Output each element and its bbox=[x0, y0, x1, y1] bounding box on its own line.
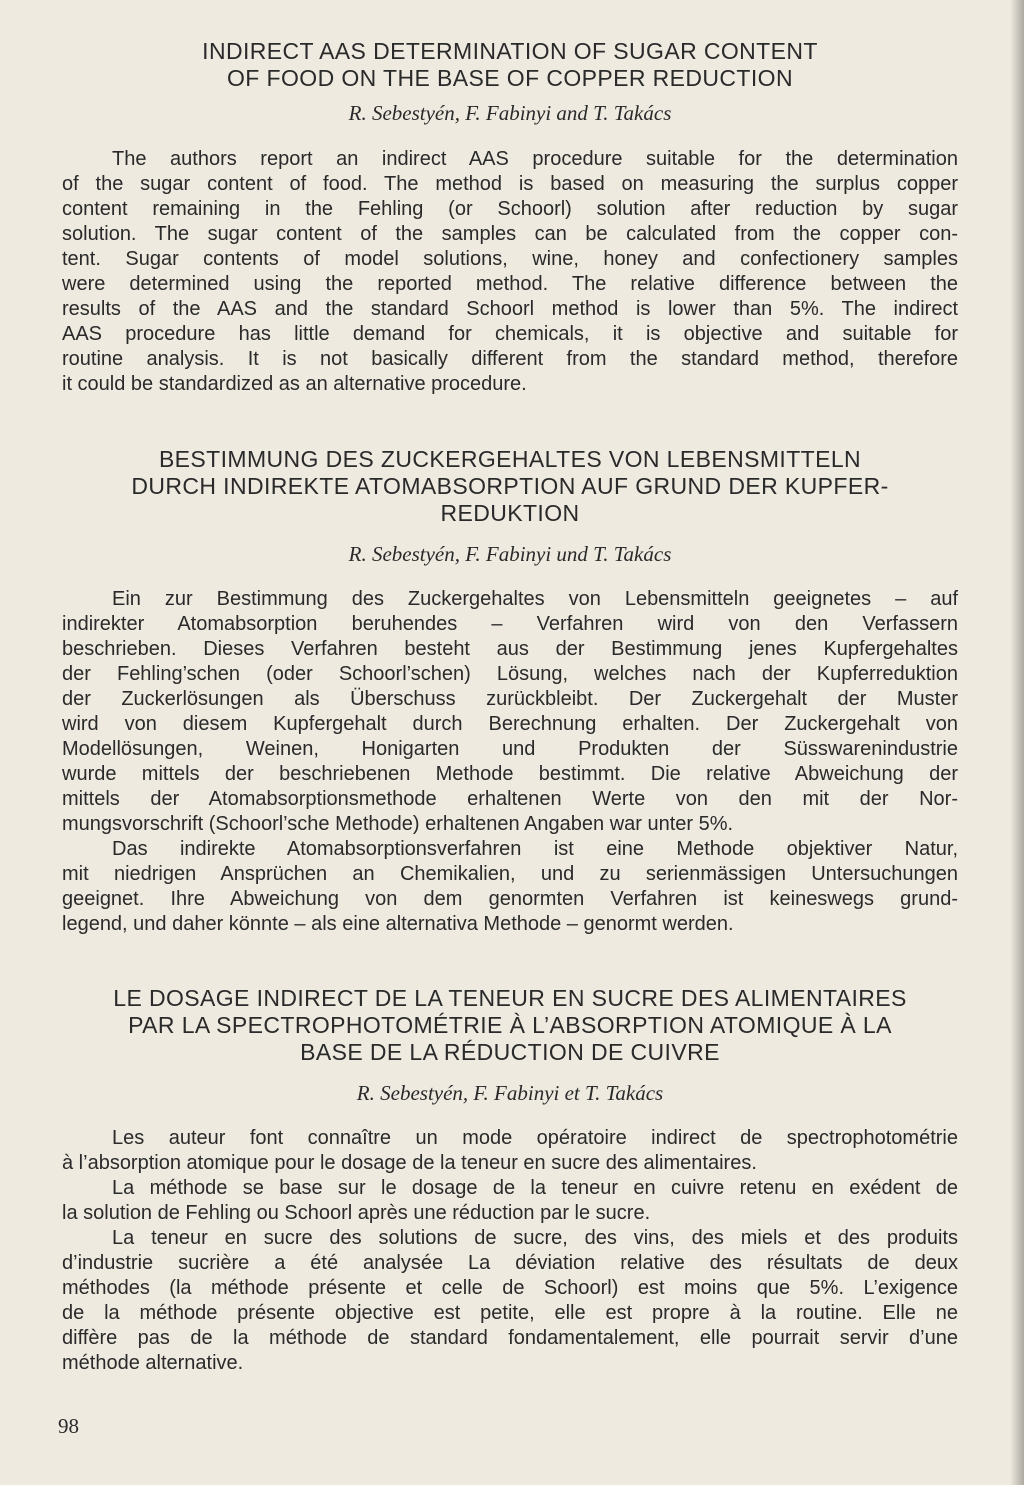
text-line: de la méthode présente objective est petite, elle est propre à la routine. Elle ne bbox=[62, 1302, 958, 1324]
text-line: d’industrie sucrière a été analysée La déviation relative des résultats de deux bbox=[62, 1252, 958, 1274]
text-line: La teneur en sucre des solutions de sucre, des vins, des miels et des produits bbox=[112, 1227, 958, 1249]
text-line: der Fehling’schen (oder Schoorl’schen) Lösung, welches nach der Kupferreduktion bbox=[62, 663, 958, 685]
authors: R. Sebestyén, F. Fabinyi et T. Takács bbox=[356, 1081, 664, 1105]
text-line: Modellösungen, Weinen, Honigarten und Produkten der Süsswarenindustrie bbox=[62, 738, 958, 760]
text-line: legend, und daher könnte – als eine alternativa Methode – genormt werden. bbox=[62, 913, 734, 935]
text-line: AAS procedure has little demand for chemicals, it is objective and suitable for bbox=[62, 323, 958, 345]
section-title bbox=[62, 38, 958, 92]
text-line: content remaining in the Fehling (or Schoorl) solution after reduction by sugar bbox=[62, 198, 958, 220]
text-line: méthode alternative. bbox=[62, 1352, 244, 1374]
title-line: BESTIMMUNG DES ZUCKERGEHALTES VON LEBENSMITTELN bbox=[158, 446, 862, 472]
title-line: INDIRECT AAS DETERMINATION OF SUGAR CONTENT bbox=[202, 38, 818, 64]
authors: R. Sebestyén, F. Fabinyi and T. Takács bbox=[348, 101, 672, 125]
title-line: REDUKTION bbox=[440, 500, 580, 526]
text-line: Das indirekte Atomabsorptionsverfahren ist eine Methode objektiver Natur, bbox=[112, 838, 958, 860]
abstract-german bbox=[62, 446, 958, 937]
title-line: OF FOOD ON THE BASE OF COPPER REDUCTION bbox=[227, 65, 793, 91]
abstract-english bbox=[62, 38, 958, 397]
text-line: la solution de Fehling ou Schoorl après une réduction par le sucre. bbox=[62, 1202, 651, 1224]
text-line: mit niedrigen Ansprüchen an Chemikalien, und zu serienmässigen Untersuchungen bbox=[62, 863, 958, 885]
section-title bbox=[62, 446, 958, 527]
text-line: La méthode se base sur le dosage de la teneur en cuivre retenu en exédent de bbox=[112, 1177, 958, 1199]
page-edge-shadow bbox=[1010, 0, 1024, 1485]
abstract-body bbox=[62, 147, 958, 397]
section-title bbox=[62, 985, 958, 1066]
text-line: Ein zur Bestimmung des Zuckergehaltes von Lebensmitteln geeignetes – auf bbox=[112, 588, 958, 610]
text-line: Les auteur font connaître un mode opératoire indirect de spectrophotométrie bbox=[112, 1127, 958, 1149]
page-number: 98 bbox=[58, 1414, 79, 1438]
text-line: geeignet. Ihre Abweichung von dem genormten Verfahren ist keineswegs grund- bbox=[62, 888, 958, 910]
text-line: à l’absorption atomique pour le dosage de la teneur en sucre des alimentaires. bbox=[62, 1152, 757, 1174]
page-content bbox=[62, 38, 958, 1376]
text-line: wird von diesem Kupfergehalt durch Berechnung erhalten. Der Zuckergehalt von bbox=[62, 713, 958, 735]
text-line: beschrieben. Dieses Verfahren besteht aus der Bestimmung jenes Kupfergehaltes bbox=[62, 638, 958, 660]
text-line: tent. Sugar contents of model solutions, wine, honey and confectionery samples bbox=[62, 248, 958, 270]
text-line: The authors report an indirect AAS procedure suitable for the determination bbox=[112, 148, 958, 170]
text-line: mungsvorschrift (Schoorl’sche Methode) erhaltenen Angaben war unter 5%. bbox=[62, 813, 734, 835]
text-line: were determined using the reported method. The relative difference between the bbox=[62, 273, 958, 295]
text-line: solution. The sugar content of the samples can be calculated from the copper con- bbox=[62, 223, 958, 245]
title-line: PAR LA SPECTROPHOTOMÉTRIE À L’ABSORPTION ATOMIQUE À LA bbox=[128, 1012, 892, 1038]
title-line: LE DOSAGE INDIRECT DE LA TENEUR EN SUCRE DES ALIMENTAIRES bbox=[113, 985, 907, 1011]
abstract-body bbox=[62, 1126, 958, 1376]
authors: R. Sebestyén, F. Fabinyi und T. Takács bbox=[348, 542, 672, 566]
text-line: méthodes (la méthode présente et celle de Schoorl) est moins que 5%. L’exigence bbox=[62, 1277, 958, 1299]
text-line: routine analysis. It is not basically different from the standard method, therefore bbox=[62, 348, 958, 370]
text-line: diffère pas de la méthode de standard fondamentalement, elle pourrait servir d’une bbox=[62, 1327, 958, 1349]
text-line: der Zuckerlösungen als Überschuss zurückbleibt. Der Zuckergehalt der Muster bbox=[62, 688, 958, 710]
text-line: mittels der Atomabsorptionsmethode erhaltenen Werte von den mit der Nor- bbox=[62, 788, 958, 810]
abstract-french bbox=[62, 985, 958, 1376]
text-line: wurde mittels der beschriebenen Methode bestimmt. Die relative Abweichung der bbox=[62, 763, 958, 785]
text-line: results of the AAS and the standard Schoorl method is lower than 5%. The indirect bbox=[62, 298, 958, 320]
title-line: BASE DE LA RÉDUCTION DE CUIVRE bbox=[300, 1039, 720, 1065]
abstract-body bbox=[62, 587, 958, 937]
text-line: it could be standardized as an alternative procedure. bbox=[62, 373, 527, 395]
text-line: indirekter Atomabsorption beruhendes – Verfahren wird von den Verfassern bbox=[62, 613, 958, 635]
text-line: of the sugar content of food. The method is based on measuring the surplus copper bbox=[62, 173, 958, 195]
title-line: DURCH INDIREKTE ATOMABSORPTION AUF GRUND DER KUPFER- bbox=[131, 473, 889, 499]
